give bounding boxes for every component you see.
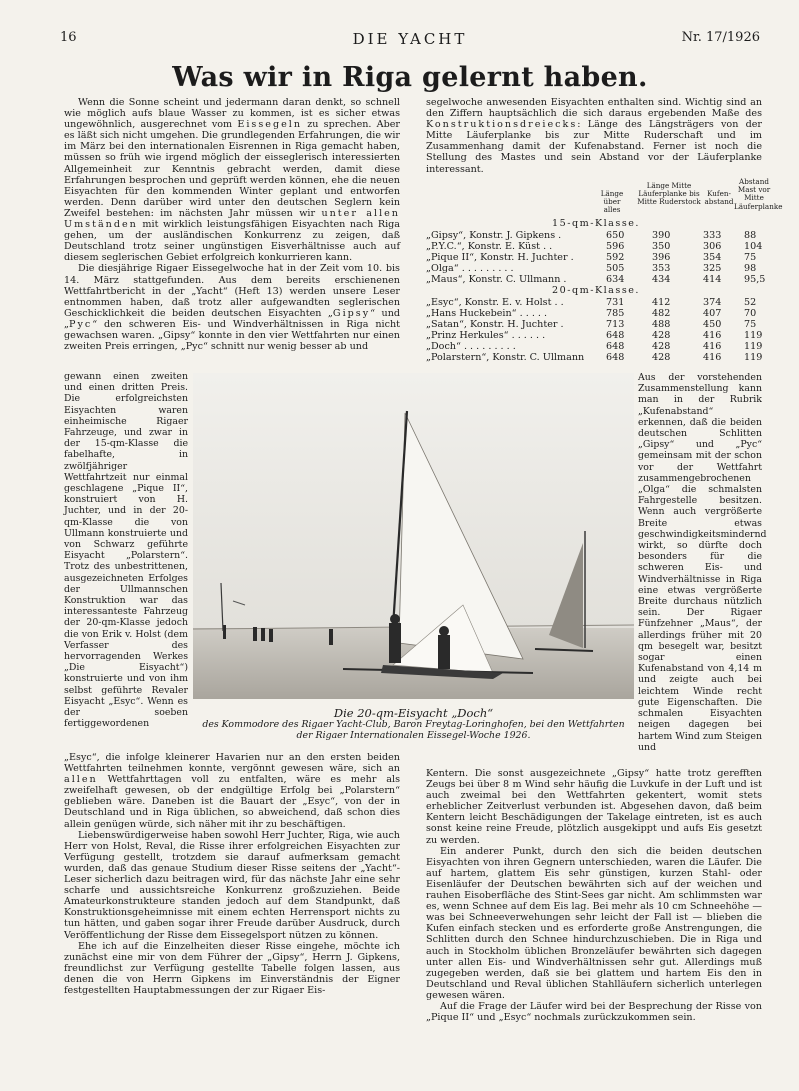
table-cell: „Doch“ . . . . . . . . .: [426, 341, 516, 352]
table-cell: 396: [652, 252, 671, 263]
table-cell: 488: [652, 319, 671, 330]
table-row: [426, 308, 766, 319]
ice-yacht-photo: [193, 373, 634, 699]
class-15-rows: [426, 230, 766, 285]
left-column-top: [64, 97, 400, 352]
table-cell: 390: [652, 230, 671, 241]
table-cell: 70: [744, 308, 757, 319]
table-cell: 353: [652, 263, 671, 274]
table-cell: 88: [744, 230, 757, 241]
magazine-title: DIE YACHT: [352, 30, 468, 48]
table-cell: 428: [652, 330, 671, 341]
table-cell: „Gipsy“, Konstr. J. Gipkens .: [426, 230, 562, 241]
table-cell: 98: [744, 263, 757, 274]
article-title: Was wir in Riga gelernt haben.: [172, 62, 648, 93]
table-cell: 428: [652, 341, 671, 352]
table-cell: 482: [652, 308, 671, 319]
paragraph: Ehe ich auf die Einzelheiten dieser Risse eingehe, möchte ich zunächst eine mir von dem Führer der „Gipsy“, Herrn J. Gipkens, freundlichst zur Verfügung gestellte Tabelle folgen lassen, aus denen die von Herrn Gipkens im Einverständnis der Eigner festgestellten Hauptabmessungen der zur Rigaer Eis-: [64, 940, 400, 996]
right-narrow-column: [638, 372, 767, 753]
table-cell: 505: [606, 263, 625, 274]
table-header: [426, 177, 783, 218]
table-cell: 416: [703, 341, 722, 352]
table-cell: „P.Y.C.“, Konstr. E. Küst . .: [426, 241, 553, 252]
table-cell: 648: [606, 352, 625, 363]
table-cell: 731: [606, 297, 625, 308]
table-cell: 713: [606, 319, 625, 330]
paragraph: Wenn die Sonne scheint und jedermann daran denkt, so schnell wie möglich aufs blaue Wasser zu kommen, ist es sicher etwas ungewöhnlich, ausgerechnet vom Eissegeln zu sprechen. Aber es läßt sich nicht umgehen. Die grundlegenden Erfahrungen, die wir im März bei den internationalen Eisrennen in Riga gemacht haben, müssen so früh wie irgend möglich der eisseglerisch interessierten Allgemeinheit zur Kenntnis gebracht werden, damit diese Erfahrungen besprochen und geprüft werden können, ehe die neuen Eisyachten für den kommenden Winter geplant und entworfen werden. Denn darüber wird unter den deutschen Seglern kein Zweifel bestehen: im nächsten Jahr müssen wir unter allen Umständen mit wirklich leistungsfähigen Eisyachten nach Riga gehen, um der ausländischen Konkurrenz zu zeigen, daß Deutschland trotz seiner ungünstigen Eisverhältnisse auch auf diesem seglerischen Gebiet erfolgreich konkurrieren kann.: [64, 97, 401, 264]
class-20-rows: [426, 297, 766, 363]
table-cell: 325: [703, 263, 722, 274]
table-cell: 52: [744, 297, 757, 308]
table-row: [426, 297, 766, 308]
paragraph: Die diesjährige Rigaer Eissegelwoche hat in der Zeit vom 10. bis 14. März stattgefunden. Aus dem bereits erschienenen Wettfahrtbericht in der „Yacht“ (Heft 13) werden unsere Leser entnommen haben, daß trotz aller aufgewandten seglerischen Geschicklichkeit die beiden deutschen Eisyachten „Gipsy“ und „Pyc“ den schweren Eis- und Windverhältnissen in Riga nicht gewachsen waren. „Gipsy“ konnte in den vier Wettfahrten nur einen zweiten Preis erringen, „Pyc“ schnitt nur wenig besser ab und: [64, 263, 401, 353]
table-cell: „Esyc“, Konstr. E. v. Holst . .: [426, 297, 564, 308]
paragraph: Liebenswürdigerweise haben sowohl Herr Juchter, Riga, wie auch Herr von Holst, Reval, die Risse ihrer erfolgreichen Eisyachten zur Verfügung gestellt, trotzdem sie darauf aufmerksam gemacht wurden, daß das genaue Studium dieser Risse seitens der „Yacht“-Leser sicherlich dazu beitragen wird, für das nächste Jahr eine sehr scharfe und aussichtsreiche Konkurrenz großzuziehen. Beide Amateurkonstrukteure standen jedoch auf dem Standpunkt, daß Konstruktionsgeheimnisse mit einem echten Herrensport nichts zu tun hätten, und gaben sogar ihrer Freude darüber Ausdruck, durch Veröffentlichung der Risse dem Eissegelsport nützen zu können.: [64, 829, 400, 941]
table-row: [426, 230, 766, 241]
right-column-top: [426, 97, 762, 175]
left-narrow-column: [64, 371, 188, 730]
dimensions-table: [426, 177, 783, 363]
caption-text: des Kommodore des Rigaer Yacht-Club, Baron Freytag-Loringhofen, bei den Wettfahrten der Rigaer Internationalen Eissegel-Woche 1926.: [202, 719, 625, 741]
table-cell: 592: [606, 252, 625, 263]
paragraph: segelwoche anwesenden Eisyachten enthalten sind. Wichtig sind an den Ziffern hauptsächlich die sich daraus ergebenden Maße des Konstruktionsdreiecks: Länge des Längsträgers von der Mitte Läuferplanke bis zur Mitte Ruderschaft und im Zusammenhang damit der Kufenabstand. Ferner ist noch die Stellung des Mastes und sein Abstand vor der Läuferplanke interessant.: [426, 97, 762, 175]
table-row: [426, 341, 766, 352]
class-15-heading: 15-qm-Klasse.: [552, 218, 640, 229]
table-cell: 634: [606, 274, 625, 285]
table-cell: 450: [703, 319, 722, 330]
paragraph: gewann einen zweiten und einen dritten Preis. Die erfolgreichsten Eisyachten waren einheimische Rigaer Fahrzeuge, und zwar in der 15-qm-Klasse die fabelhafte, in zwölfjähriger Wettfahrtzeit nur einmal geschlagene „Pique II“, konstruiert von H. Juchter, und in der 20-qm-Klasse die von Ullmann konstruierte und von Schwarz geführte Eisyacht „Polarstern“. Trotz des unbestrittenen, ausgezeichneten Erfolges der Ullmannschen Konstruktion war das interessanteste Fahrzeug der 20-qm-Klasse jedoch die von Erik v. Holst (dem Verfasser des hervorragenden Werkes „Die Eisyacht“) konstruierte und von ihm selbst geführte Revaler Eisyacht „Esyc“. Wenn es der soeben fertiggewordenen: [64, 371, 188, 730]
table-cell: 119: [744, 341, 763, 352]
paragraph: Aus der vorstehenden Zusammenstellung kann man in der Rubrik „Kufenabstand“ erkennen, daß die beiden deutschen Schlitten „Gipsy“ und „Pyc“ gemeinsam mit der schon vor der Wettfahrt zusammengebrochenen „Olga“ die schmalsten Fahrgestelle besitzen. Wenn auch vergrößerte Breite etwas geschwindigkeitsmindernd wirkt, so dürfte doch besonders für die schweren Eis- und Windverhältnisse in Riga eine etwas vergrößerte Breite durchaus nützlich sein. Der Rigaer Fünfzehner „Maus“, der allerdings früher mit 20 qm besegelt war, besitzt sogar einen Kufenabstand von 4,14 m und zeigte auch bei leichtem Winde recht gute Eigenschaften. Die schmalen Eisyachten neigen dagegen bei hartem Wind zum Steigen und: [638, 372, 767, 753]
table-cell: 75: [744, 252, 757, 263]
table-row: [426, 274, 766, 285]
header-runner-spacing: Kufen-abstand: [704, 189, 734, 207]
paragraph: Auf die Frage der Läufer wird bei der Besprechung der Risse von „Pique II“ und „Esyc“ nochmals zurückzukommen sein.: [426, 1000, 762, 1024]
photo-caption: [193, 708, 634, 741]
table-row: [426, 263, 766, 274]
table-cell: 350: [652, 241, 671, 252]
table-row: [426, 330, 766, 341]
page-header: [60, 30, 760, 50]
table-cell: „Hans Huckebein“ . . . . .: [426, 308, 548, 319]
paragraph: Ein anderer Punkt, durch den sich die beiden deutschen Eisyachten von ihren Gegnern unterschieden, waren die Läufer. Die auf hartem, glattem Eis sehr günstigen, kurzen Stahl- oder Eisenläufer der Deutschen bewährten sich auf der weichen und rauhen Eisoberfläche des Stint-Sees gar nicht. Am schlimmsten war es, wenn Schnee auf dem Eis lag. Bei mehr als 10 cm Schneehöhe — was bei Schneeverwehungen sehr leicht der Fall ist — blieben die Kufen einfach stecken und es erforderte große Anstrengungen, die Schlitten durch den Schnee hindurchzuschieben. Die in Riga und auch in Stockholm üblichen Bronzeläufer bewährten sich dagegen unter allen Eis- und Windverhältnissen sehr gut. Allerdings muß zugegeben werden, daß sie bei glattem und hartem Eis den in Deutschland und Reval üblichen Stahlläufern sicherlich unterlegen gewesen wären.: [426, 845, 762, 1001]
table-cell: 95,5: [744, 274, 766, 285]
table-cell: 596: [606, 241, 625, 252]
table-cell: 416: [703, 352, 722, 363]
table-cell: 119: [744, 330, 763, 341]
table-cell: „Pique II“, Konstr. H. Juchter .: [426, 252, 574, 263]
table-cell: 354: [703, 252, 722, 263]
table-cell: 648: [606, 341, 625, 352]
table-cell: 75: [744, 319, 757, 330]
table-cell: 428: [652, 352, 671, 363]
paragraph: „Esyc“, die infolge kleinerer Havarien nur an den ersten beiden Wettfahrten teilnehmen konnte, vergönnt gewesen wäre, sich an allen Wettfahrttagen voll zu entfalten, wäre es mehr als zweifelhaft gewesen, ob der endgültige Erfolg bei „Polarstern“ geblieben wäre. Daneben ist die Bauart der „Esyc“, von der in Deutschland und in Riga üblichen, so abweichend, daß schon dies allein genügen würde, sich näher mit ihr zu beschäftigen.: [64, 752, 400, 830]
table-cell: 407: [703, 308, 722, 319]
caption-title: Die 20-qm-Eisyacht „Doch“: [333, 706, 494, 720]
table-cell: 650: [606, 230, 625, 241]
table-cell: „Polarstern“, Konstr. C. Ullmann: [426, 352, 585, 363]
table-cell: 414: [703, 274, 722, 285]
table-row: [426, 252, 766, 263]
table-cell: 104: [744, 241, 763, 252]
page-number: 16: [60, 30, 77, 45]
table-row: [426, 319, 766, 330]
table-cell: 374: [703, 297, 722, 308]
table-cell: 412: [652, 297, 671, 308]
right-column-bottom: [426, 768, 762, 1023]
header-distance: Länge Mitte Läuferplanke bis Mitte Ruderstock: [637, 181, 701, 207]
table-cell: 306: [703, 241, 722, 252]
table-cell: 119: [744, 352, 763, 363]
table-cell: 785: [606, 308, 625, 319]
table-cell: „Olga“ . . . . . . . . .: [426, 263, 514, 274]
table-cell: „Satan“, Konstr. H. Juchter .: [426, 319, 564, 330]
table-row: [426, 352, 766, 363]
paragraph: Kentern. Die sonst ausgezeichnete „Gipsy“ hatte trotz gerefften Zeugs bei über 8 m Wind sehr häufig die Luvkufe in der Luft und ist auch zweimal bei den Wettfahrten gekentert, womit stets erheblicher Zeitverlust verbunden ist. Abgesehen davon, daß beim Kentern leicht Beschädigungen der Takelage eintreten, ist es auch sonst keine reine Freude, plötzlich ausgekippt und aufs Eis gesetzt zu werden.: [426, 768, 762, 846]
table-cell: 648: [606, 330, 625, 341]
header-mast: Abstand Mast vor Mitte Läuferplanke: [734, 177, 783, 211]
table-cell: 434: [652, 274, 671, 285]
table-cell: „Maus“, Konstr. C. Ullmann .: [426, 274, 567, 285]
table-cell: 416: [703, 330, 722, 341]
header-length: Länge über alles: [600, 189, 624, 215]
class-20-heading: 20-qm-Klasse.: [552, 285, 640, 296]
table-row: [426, 241, 766, 252]
issue-number: Nr. 17/1926: [681, 30, 760, 45]
left-column-bottom: [64, 752, 400, 996]
table-cell: „Prinz Herkules“ . . . . . .: [426, 330, 546, 341]
table-cell: 333: [703, 230, 722, 241]
ice-yacht-illustration: [193, 373, 634, 699]
